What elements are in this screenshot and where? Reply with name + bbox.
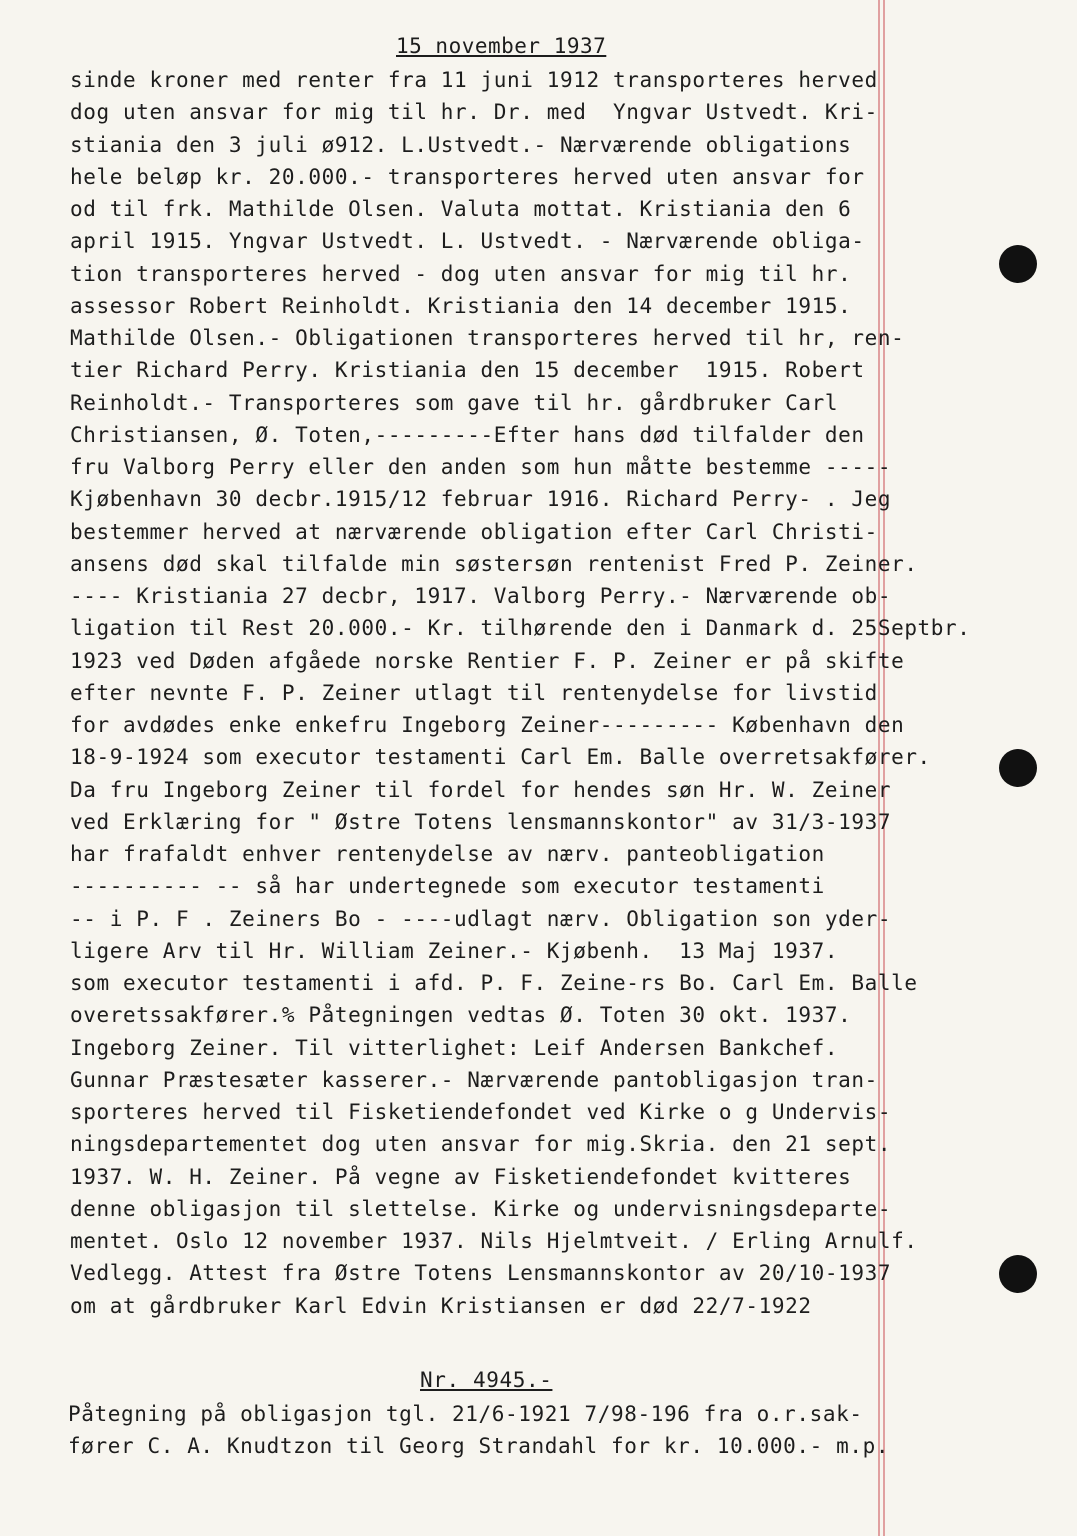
entry-text xyxy=(68,1398,889,1462)
punch-hole xyxy=(999,749,1037,787)
text-line: for avdødes enke enkefru Ingeborg Zeiner--------- København den xyxy=(70,713,905,737)
text-line: ansens død skal tilfalde min søstersøn rentenist Fred P. Zeiner. xyxy=(70,551,918,576)
text-line: tier Richard Perry. Kristiania den 15 december 1915. Robert xyxy=(70,358,865,383)
text-line: denne obligasjon til slettelse. Kirke og undervisningsdeparte- xyxy=(70,1196,892,1221)
entry-number: Nr. 4945.- xyxy=(420,1368,553,1392)
text-line: sinde kroner med renter fra 11 juni 1912 transporteres herved xyxy=(70,68,878,92)
text-line: Vedlegg. Attest fra Østre Totens Lensmannskontor av 20/10-1937 xyxy=(70,1261,892,1286)
text-line: Christiansen, Ø. Toten,---------Efter hans død tilfalder den xyxy=(70,422,865,447)
text-line: Da fru Ingeborg Zeiner til fordel for hendes søn Hr. W. Zeiner xyxy=(70,777,892,802)
text-line: 18-9-1924 som executor testamenti Carl Em. Balle overretsakfører. xyxy=(70,745,931,770)
text-line: -- i P. F . Zeiners Bo - ----udlagt nærv. Obligation son yder- xyxy=(70,906,892,931)
punch-hole xyxy=(999,245,1037,283)
text-line: tion transporteres herved - dog uten ansvar for mig til hr. xyxy=(70,261,852,286)
punch-hole xyxy=(999,1255,1037,1293)
text-line: efter nevnte F. P. Zeiner utlagt til rentenydelse for livstid xyxy=(70,680,878,705)
text-line: mentet. Oslo 12 november 1937. Nils Hjelmtveit. / Erling Arnulf. xyxy=(70,1229,918,1253)
text-line: bestemmer herved at nærværende obligation efter Carl Christi- xyxy=(70,519,878,544)
text-line: ligere Arv til Hr. William Zeiner.- Kjøbenh. 13 Maj 1937. xyxy=(70,938,839,963)
text-line: ligation til Rest 20.000.- Kr. tilhørende den i Danmark d. 25Septbr. xyxy=(70,616,971,641)
text-line: overetssakfører.% Påtegningen vedtas Ø. Toten 30 okt. 1937. xyxy=(70,1003,852,1028)
text-line: ved Erklæring for " Østre Totens lensmannskontor" av 31/3-1937 xyxy=(70,809,892,834)
text-line: om at gårdbruker Karl Edvin Kristiansen er død 22/7-1922 xyxy=(70,1293,812,1318)
text-line: sporteres herved til Fisketiendefondet ved Kirke o g Undervis- xyxy=(70,1100,892,1124)
text-line: ningsdepartementet dog uten ansvar for mig.Skria. den 21 sept. xyxy=(70,1132,892,1157)
text-line: Reinholdt.- Transporteres som gave til hr. gårdbruker Carl xyxy=(70,390,839,415)
text-line: ---- Kristiania 27 decbr, 1917. Valborg Perry.- Nærværende ob- xyxy=(70,584,892,608)
text-line: Kjøbenhavn 30 decbr.1915/12 februar 1916. Richard Perry- . Jeg xyxy=(70,487,892,512)
text-line: od til frk. Mathilde Olsen. Valuta mottat. Kristiania den 6 xyxy=(70,197,852,221)
text-line: har frafaldt enhver rentenydelse av nærv. panteobligation xyxy=(70,842,825,866)
text-line: fører C. A. Knudtzon til Georg Strandahl for kr. 10.000.- m.p. xyxy=(68,1434,890,1458)
text-line: april 1915. Yngvar Ustvedt. L. Ustvedt. - Nærværende obliga- xyxy=(70,229,865,254)
text-line: 1937. W. H. Zeiner. På vegne av Fisketiendefondet kvitteres xyxy=(70,1164,852,1189)
text-line: ---------- -- så har undertegnede som executor testamenti xyxy=(70,874,825,899)
text-line: fru Valborg Perry eller den anden som hun måtte bestemme ----- xyxy=(70,455,892,479)
text-line: 1923 ved Døden afgåede norske Rentier F. P. Zeiner er på skifte xyxy=(70,648,905,673)
text-line: Mathilde Olsen.- Obligationen transporteres herved til hr, ren- xyxy=(70,326,905,350)
text-line: assessor Robert Reinholdt. Kristiania den 14 december 1915. xyxy=(70,293,852,318)
text-line: som executor testamenti i afd. P. F. Zeine-rs Bo. Carl Em. Balle xyxy=(70,971,918,995)
text-line: dog uten ansvar for mig til hr. Dr. med Yngvar Ustvedt. Kri- xyxy=(70,100,878,125)
text-line: hele beløp kr. 20.000.- transporteres herved uten ansvar for xyxy=(70,164,865,189)
document-body xyxy=(70,64,971,1322)
text-line: stiania den 3 juli ø912. L.Ustvedt.- Nærværende obligations xyxy=(70,132,852,157)
text-line: Ingeborg Zeiner. Til vitterlighet: Leif Andersen Bankchef. xyxy=(70,1035,839,1060)
text-line: Gunnar Præstesæter kasserer.- Nærværende pantobligasjon tran- xyxy=(70,1067,878,1092)
page-date-header: 15 november 1937 xyxy=(396,34,607,58)
text-line: Påtegning på obligasjon tgl. 21/6-1921 7/98-196 fra o.r.sak- xyxy=(68,1402,863,1426)
